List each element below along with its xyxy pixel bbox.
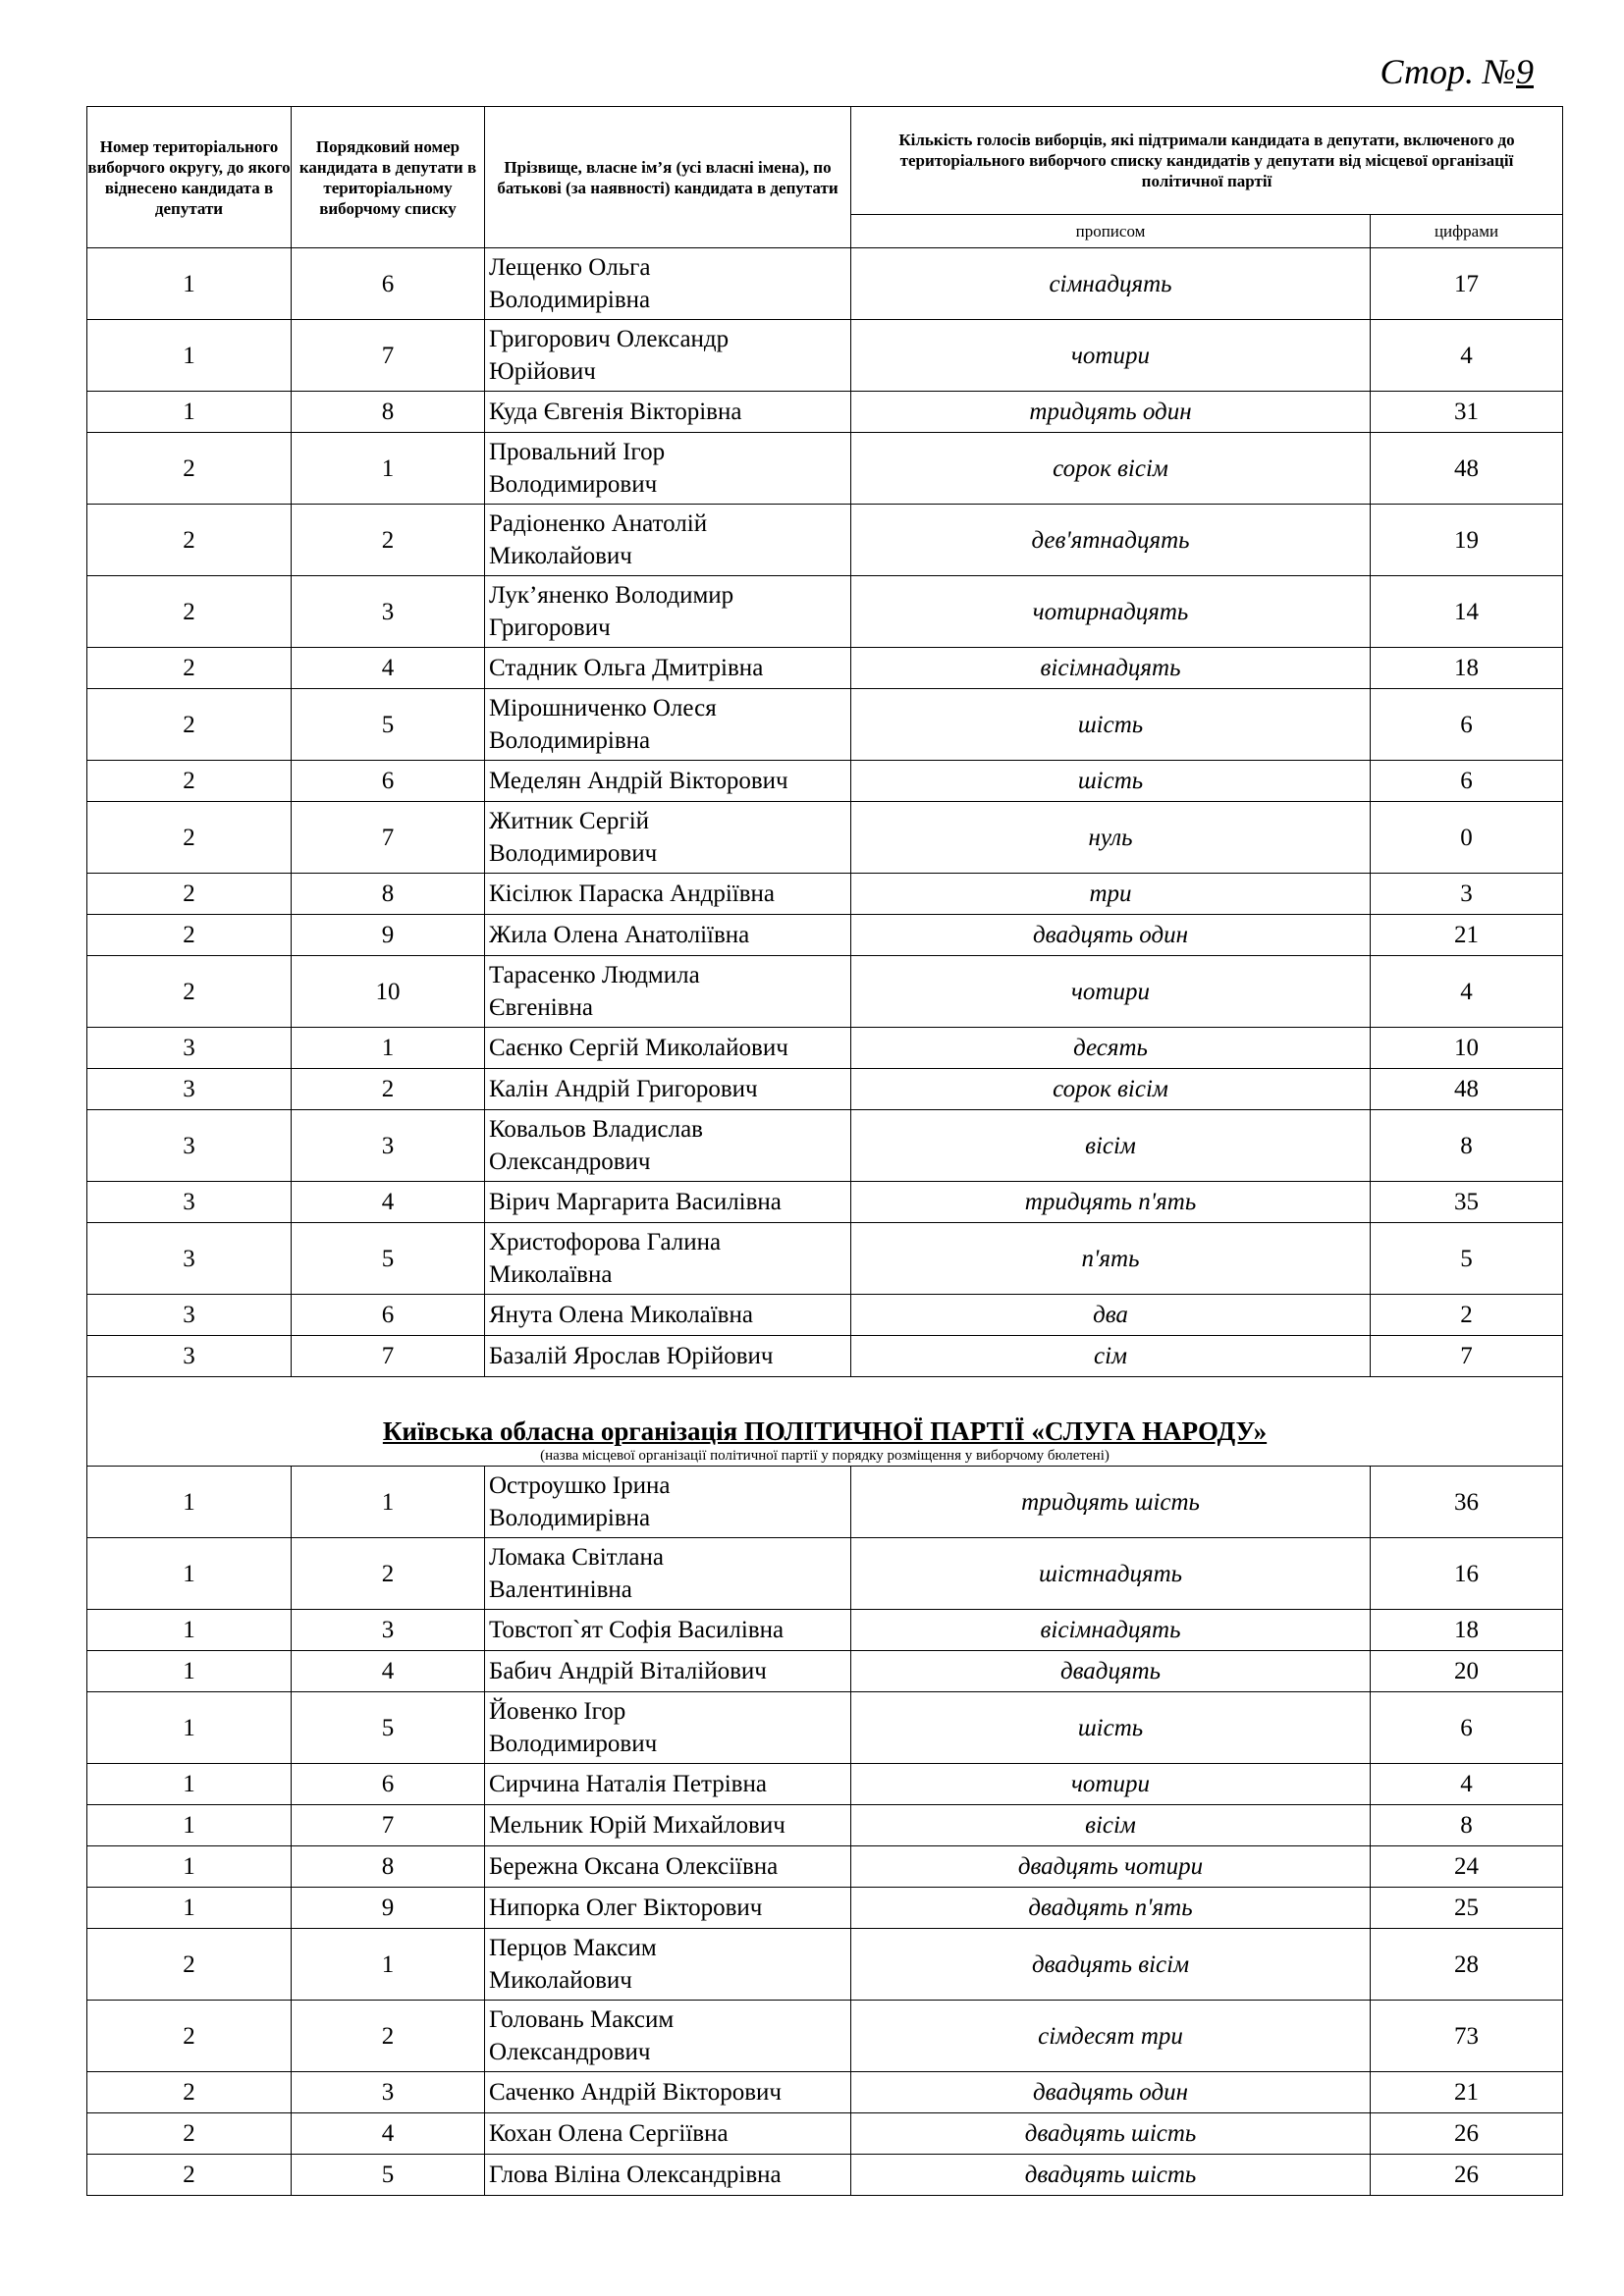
votes-digits-cell: 2	[1371, 1295, 1563, 1336]
name-cell	[485, 1929, 851, 2001]
table-row	[87, 1888, 1563, 1929]
votes-digits-cell: 6	[1371, 689, 1563, 761]
name-line-1: Мельник Юрій Михайлович	[489, 1812, 785, 1839]
name-line-1: Меделян Андрій Вікторович	[489, 768, 788, 794]
district-cell: 2	[87, 2001, 292, 2072]
order-cell: 9	[292, 915, 485, 956]
district-cell: 1	[87, 1692, 292, 1764]
district-cell: 2	[87, 2113, 292, 2155]
district-cell: 2	[87, 2072, 292, 2113]
district-cell: 1	[87, 1888, 292, 1929]
votes-digits-cell: 17	[1371, 248, 1563, 320]
name-line-1: Вірич Маргарита Василівна	[489, 1189, 782, 1215]
votes-digits-cell: 4	[1371, 956, 1563, 1028]
name-cell	[485, 392, 851, 433]
order-cell: 7	[292, 1336, 485, 1377]
votes-words-cell: дев'ятнадцять	[851, 505, 1371, 576]
district-cell: 2	[87, 802, 292, 874]
name-line-2: Володимирівна	[489, 727, 651, 754]
votes-words-cell: чотири	[851, 956, 1371, 1028]
name-cell	[485, 2001, 851, 2072]
district-cell: 2	[87, 874, 292, 915]
name-cell	[485, 1888, 851, 1929]
name-line-1: Сирчина Наталія Петрівна	[489, 1771, 767, 1797]
votes-words-cell: шість	[851, 689, 1371, 761]
party-note: (назва місцевої організації політичної партії у порядку розміщення у виборчому бюлетені)	[540, 1448, 1110, 1464]
district-cell: 1	[87, 320, 292, 392]
name-line-1: Глова Віліна Олександрівна	[489, 2162, 782, 2188]
name-line-1: Йовенко Ігор	[489, 1698, 626, 1725]
name-line-2: Володимирович	[489, 471, 658, 498]
order-cell: 1	[292, 433, 485, 505]
table-row	[87, 576, 1563, 648]
table-row	[87, 1336, 1563, 1377]
name-cell	[485, 1651, 851, 1692]
name-line-2: Олександрович	[489, 1148, 651, 1175]
votes-words-cell: п'ять	[851, 1223, 1371, 1295]
order-cell: 2	[292, 505, 485, 576]
votes-words-cell: двадцять п'ять	[851, 1888, 1371, 1929]
order-cell: 1	[292, 1028, 485, 1069]
table-row	[87, 1929, 1563, 2001]
name-line-1: Головань Максим	[489, 2006, 675, 2033]
name-line-2: Олександрович	[489, 2039, 651, 2065]
table-row	[87, 1110, 1563, 1182]
name-cell	[485, 1610, 851, 1651]
table-row	[87, 505, 1563, 576]
table-row	[87, 320, 1563, 392]
name-cell	[485, 648, 851, 689]
votes-words-cell: двадцять вісім	[851, 1929, 1371, 2001]
order-cell: 2	[292, 1069, 485, 1110]
name-cell	[485, 915, 851, 956]
name-line-2: Євгенівна	[489, 994, 593, 1021]
name-cell	[485, 1295, 851, 1336]
votes-words-cell: сім	[851, 1336, 1371, 1377]
table-row	[87, 648, 1563, 689]
order-cell: 1	[292, 1929, 485, 2001]
table-row	[87, 802, 1563, 874]
order-cell: 5	[292, 1223, 485, 1295]
votes-digits-cell: 31	[1371, 392, 1563, 433]
order-cell: 9	[292, 1888, 485, 1929]
votes-digits-cell: 20	[1371, 1651, 1563, 1692]
votes-words-cell: шістнадцять	[851, 1538, 1371, 1610]
name-line-2: Миколайович	[489, 543, 632, 569]
table-row	[87, 1182, 1563, 1223]
votes-words-cell: вісімнадцять	[851, 648, 1371, 689]
order-cell: 7	[292, 320, 485, 392]
votes-digits-cell: 48	[1371, 1069, 1563, 1110]
name-line-1: Базалій Ярослав Юрійович	[489, 1343, 774, 1369]
votes-words-cell: сімдесят три	[851, 2001, 1371, 2072]
name-line-1: Провальний Ігор	[489, 439, 666, 465]
district-cell: 2	[87, 505, 292, 576]
table-row	[87, 874, 1563, 915]
name-cell	[485, 2155, 851, 2196]
header-words: прописом	[851, 215, 1371, 248]
party-row	[87, 1377, 1563, 1467]
name-line-1: Жила Олена Анатоліївна	[489, 922, 750, 948]
district-cell: 1	[87, 1610, 292, 1651]
table-row	[87, 1692, 1563, 1764]
district-cell: 1	[87, 392, 292, 433]
votes-words-cell: сорок вісім	[851, 1069, 1371, 1110]
name-line-1: Остроушко Ірина	[489, 1472, 671, 1499]
order-cell: 5	[292, 1692, 485, 1764]
name-cell	[485, 1182, 851, 1223]
votes-words-cell: шість	[851, 1692, 1371, 1764]
name-line-1: Саченко Андрій Вікторович	[489, 2079, 782, 2106]
name-line-1: Григорович Олександр	[489, 326, 730, 352]
district-cell: 2	[87, 648, 292, 689]
votes-words-cell: шість	[851, 761, 1371, 802]
votes-digits-cell: 0	[1371, 802, 1563, 874]
votes-words-cell: чотири	[851, 1764, 1371, 1805]
votes-words-cell: два	[851, 1295, 1371, 1336]
votes-digits-cell: 36	[1371, 1467, 1563, 1538]
rows-before	[87, 248, 1563, 1377]
votes-words-cell: чотири	[851, 320, 1371, 392]
district-cell: 3	[87, 1223, 292, 1295]
name-cell	[485, 1223, 851, 1295]
table-row	[87, 1651, 1563, 1692]
name-cell	[485, 505, 851, 576]
district-cell: 1	[87, 1651, 292, 1692]
party-section	[87, 1377, 1563, 1467]
name-line-1: Лук’яненко Володимир	[489, 582, 734, 609]
table-row	[87, 1610, 1563, 1651]
district-cell: 1	[87, 1467, 292, 1538]
order-cell: 4	[292, 2113, 485, 2155]
name-cell	[485, 248, 851, 320]
name-cell	[485, 802, 851, 874]
table-row	[87, 433, 1563, 505]
table-row	[87, 2113, 1563, 2155]
votes-digits-cell: 25	[1371, 1888, 1563, 1929]
name-cell	[485, 1028, 851, 1069]
votes-words-cell: нуль	[851, 802, 1371, 874]
votes-digits-cell: 4	[1371, 1764, 1563, 1805]
district-cell: 2	[87, 1929, 292, 2001]
district-cell: 3	[87, 1295, 292, 1336]
votes-digits-cell: 16	[1371, 1538, 1563, 1610]
order-cell: 8	[292, 874, 485, 915]
votes-words-cell: вісім	[851, 1110, 1371, 1182]
district-cell: 2	[87, 761, 292, 802]
name-line-2: Володимирович	[489, 840, 658, 867]
votes-digits-cell: 19	[1371, 505, 1563, 576]
name-cell	[485, 576, 851, 648]
district-cell: 2	[87, 956, 292, 1028]
votes-words-cell: тридцять п'ять	[851, 1182, 1371, 1223]
order-cell: 1	[292, 1467, 485, 1538]
order-cell: 6	[292, 1295, 485, 1336]
votes-digits-cell: 24	[1371, 1846, 1563, 1888]
votes-words-cell: вісім	[851, 1805, 1371, 1846]
table-row	[87, 1295, 1563, 1336]
votes-digits-cell: 8	[1371, 1110, 1563, 1182]
votes-words-cell: вісімнадцять	[851, 1610, 1371, 1651]
table-row	[87, 248, 1563, 320]
votes-digits-cell: 26	[1371, 2155, 1563, 2196]
district-cell: 2	[87, 433, 292, 505]
name-line-1: Лещенко Ольга	[489, 254, 651, 281]
votes-digits-cell: 10	[1371, 1028, 1563, 1069]
table-row	[87, 1467, 1563, 1538]
name-line-1: Куда Євгенія Вікторівна	[489, 399, 742, 425]
name-cell	[485, 433, 851, 505]
order-cell: 8	[292, 392, 485, 433]
header-order: Порядковий номер кандидата в депутати в територіальному виборчому списку	[292, 107, 485, 248]
votes-digits-cell: 5	[1371, 1223, 1563, 1295]
table-row	[87, 2155, 1563, 2196]
votes-digits-cell: 8	[1371, 1805, 1563, 1846]
table-row	[87, 2072, 1563, 2113]
votes-words-cell: двадцять один	[851, 2072, 1371, 2113]
table-row	[87, 2001, 1563, 2072]
name-cell	[485, 956, 851, 1028]
votes-words-cell: сімнадцять	[851, 248, 1371, 320]
order-cell: 10	[292, 956, 485, 1028]
table-header	[87, 107, 1563, 248]
table-row	[87, 392, 1563, 433]
order-cell: 3	[292, 1110, 485, 1182]
votes-words-cell: чотирнадцять	[851, 576, 1371, 648]
district-cell: 2	[87, 689, 292, 761]
header-digits: цифрами	[1371, 215, 1563, 248]
votes-words-cell: сорок вісім	[851, 433, 1371, 505]
name-cell	[485, 2113, 851, 2155]
name-cell	[485, 1846, 851, 1888]
header-votes: Кількість голосів виборців, які підтримали кандидата в депутати, включеного до територіального виборчого списку кандидатів у депутати від місцевої організації політичної партії	[851, 107, 1563, 215]
table-row	[87, 1069, 1563, 1110]
name-line-1: Саєнко Сергій Миколайович	[489, 1035, 788, 1061]
header-name: Прізвище, власне ім’я (усі власні імена), по батькові (за наявності) кандидата в депутати	[485, 107, 851, 248]
name-cell	[485, 874, 851, 915]
votes-digits-cell: 35	[1371, 1182, 1563, 1223]
name-line-2: Володимирівна	[489, 287, 651, 313]
name-line-1: Житник Сергій	[489, 808, 650, 834]
votes-digits-cell: 6	[1371, 761, 1563, 802]
name-line-2: Григорович	[489, 614, 611, 641]
name-line-1: Кісілюк Параска Андріївна	[489, 881, 775, 907]
order-cell: 5	[292, 2155, 485, 2196]
name-line-2: Володимирівна	[489, 1505, 651, 1531]
votes-words-cell: тридцять шість	[851, 1467, 1371, 1538]
district-cell: 2	[87, 2155, 292, 2196]
results-table	[86, 106, 1563, 2196]
district-cell: 3	[87, 1110, 292, 1182]
name-cell	[485, 1467, 851, 1538]
party-name: Київська обласна організація ПОЛІТИЧНОЇ ПАРТІЇ «СЛУГА НАРОДУ»	[382, 1416, 1268, 1446]
order-cell: 4	[292, 1182, 485, 1223]
table-row	[87, 915, 1563, 956]
order-cell: 3	[292, 576, 485, 648]
name-line-2: Миколайович	[489, 1967, 632, 1994]
name-line-1: Кохан Олена Сергіївна	[489, 2120, 729, 2147]
name-line-1: Перцов Максим	[489, 1935, 657, 1961]
table-row	[87, 1764, 1563, 1805]
name-line-1: Христофорова Галина	[489, 1229, 722, 1255]
votes-words-cell: двадцять шість	[851, 2113, 1371, 2155]
votes-digits-cell: 18	[1371, 1610, 1563, 1651]
name-line-1: Товстоп`ят Софія Василівна	[489, 1617, 785, 1643]
page-number	[1380, 51, 1534, 92]
name-line-1: Бережна Оксана Олексіївна	[489, 1853, 779, 1880]
votes-words-cell: двадцять один	[851, 915, 1371, 956]
district-cell: 3	[87, 1336, 292, 1377]
party-cell	[87, 1377, 1563, 1467]
votes-digits-cell: 3	[1371, 874, 1563, 915]
name-line-2: Миколаївна	[489, 1261, 613, 1288]
votes-digits-cell: 18	[1371, 648, 1563, 689]
table-row	[87, 1538, 1563, 1610]
district-cell: 1	[87, 1764, 292, 1805]
order-cell: 4	[292, 648, 485, 689]
order-cell: 3	[292, 1610, 485, 1651]
order-cell: 8	[292, 1846, 485, 1888]
table-row	[87, 956, 1563, 1028]
page-number-value: 9	[1516, 52, 1534, 91]
votes-digits-cell: 4	[1371, 320, 1563, 392]
district-cell: 1	[87, 1846, 292, 1888]
votes-digits-cell: 7	[1371, 1336, 1563, 1377]
order-cell: 4	[292, 1651, 485, 1692]
order-cell: 2	[292, 1538, 485, 1610]
votes-digits-cell: 28	[1371, 1929, 1563, 2001]
table-row	[87, 689, 1563, 761]
votes-digits-cell: 14	[1371, 576, 1563, 648]
table-row	[87, 1846, 1563, 1888]
name-line-1: Калін Андрій Григорович	[489, 1076, 758, 1102]
name-line-1: Радіоненко Анатолій	[489, 510, 708, 537]
order-cell: 3	[292, 2072, 485, 2113]
name-cell	[485, 689, 851, 761]
order-cell: 6	[292, 761, 485, 802]
name-cell	[485, 320, 851, 392]
district-cell: 1	[87, 248, 292, 320]
order-cell: 5	[292, 689, 485, 761]
votes-digits-cell: 6	[1371, 1692, 1563, 1764]
district-cell: 1	[87, 1805, 292, 1846]
table-row	[87, 1805, 1563, 1846]
name-line-2: Юрійович	[489, 358, 596, 385]
name-line-1: Мірошниченко Олеся	[489, 695, 717, 721]
votes-words-cell: три	[851, 874, 1371, 915]
votes-words-cell: двадцять	[851, 1651, 1371, 1692]
votes-words-cell: тридцять один	[851, 392, 1371, 433]
name-cell	[485, 1538, 851, 1610]
votes-digits-cell: 21	[1371, 915, 1563, 956]
name-cell	[485, 761, 851, 802]
votes-digits-cell: 26	[1371, 2113, 1563, 2155]
district-cell: 3	[87, 1182, 292, 1223]
name-cell	[485, 1692, 851, 1764]
name-line-2: Валентинівна	[489, 1576, 632, 1603]
order-cell: 6	[292, 248, 485, 320]
district-cell: 3	[87, 1069, 292, 1110]
order-cell: 7	[292, 802, 485, 874]
name-line-1: Ломака Світлана	[489, 1544, 664, 1571]
name-line-1: Янута Олена Миколаївна	[489, 1302, 753, 1328]
name-cell	[485, 1764, 851, 1805]
name-line-1: Бабич Андрій Віталійович	[489, 1658, 767, 1684]
district-cell: 2	[87, 576, 292, 648]
table-row	[87, 1223, 1563, 1295]
name-cell	[485, 1805, 851, 1846]
votes-digits-cell: 73	[1371, 2001, 1563, 2072]
district-cell: 2	[87, 915, 292, 956]
rows-after	[87, 1467, 1563, 2196]
name-cell	[485, 1336, 851, 1377]
votes-words-cell: двадцять чотири	[851, 1846, 1371, 1888]
name-cell	[485, 2072, 851, 2113]
name-cell	[485, 1069, 851, 1110]
page-number-prefix: Стор. №	[1380, 52, 1516, 91]
votes-digits-cell: 21	[1371, 2072, 1563, 2113]
name-line-2: Володимирович	[489, 1731, 658, 1757]
name-cell	[485, 1110, 851, 1182]
votes-digits-cell: 48	[1371, 433, 1563, 505]
name-line-1: Тарасенко Людмила	[489, 962, 700, 988]
order-cell: 7	[292, 1805, 485, 1846]
table-row	[87, 1028, 1563, 1069]
header-district: Номер територіального виборчого округу, до якого віднесено кандидата в депутати	[87, 107, 292, 248]
order-cell: 2	[292, 2001, 485, 2072]
order-cell: 6	[292, 1764, 485, 1805]
table-row	[87, 761, 1563, 802]
name-line-1: Ковальов Владислав	[489, 1116, 703, 1143]
district-cell: 3	[87, 1028, 292, 1069]
name-line-1: Нипорка Олег Вікторович	[489, 1895, 763, 1921]
name-line-1: Стадник Ольга Дмитрівна	[489, 655, 764, 681]
district-cell: 1	[87, 1538, 292, 1610]
votes-words-cell: десять	[851, 1028, 1371, 1069]
votes-words-cell: двадцять шість	[851, 2155, 1371, 2196]
